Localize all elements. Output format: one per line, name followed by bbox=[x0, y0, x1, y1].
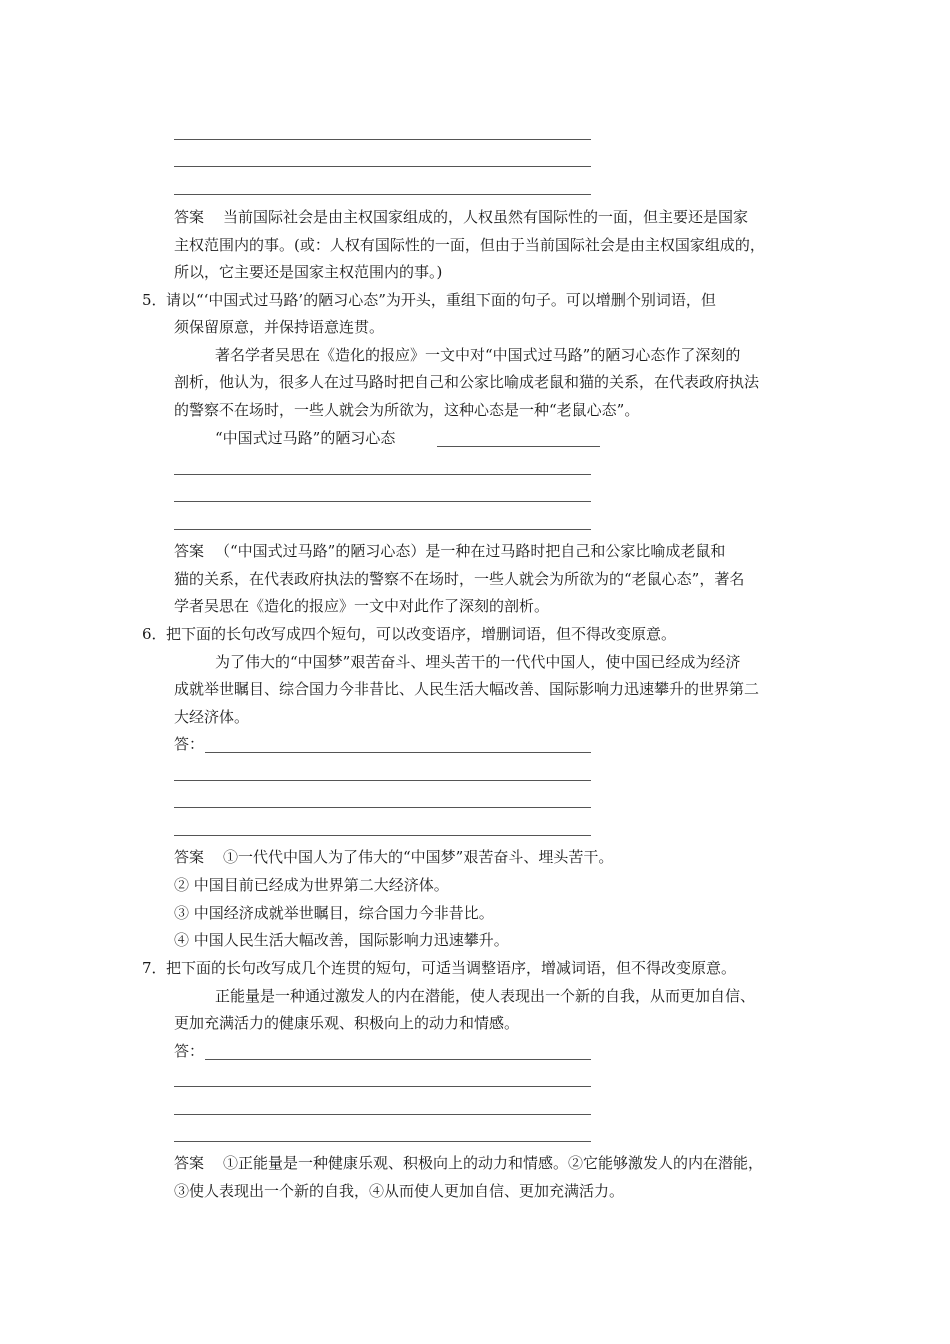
answer-blank-line[interactable] bbox=[174, 501, 591, 502]
answer-blank-line[interactable] bbox=[174, 474, 591, 475]
answer-text: （“中国式过马路”的陋习心态）是一种在过马路时把自己和公家比喻成老鼠和 bbox=[215, 542, 726, 560]
answer-blank-line[interactable] bbox=[174, 166, 591, 167]
answer-text: ③ 中国经济成就举世瞩目，综合国力今非昔比。 bbox=[174, 904, 494, 922]
question-number: 5． bbox=[142, 291, 167, 309]
question-prompt: 把下面的长句改写成几个连贯的短句，可适当调整语序，增减词语，但不得改变原意。 bbox=[166, 959, 737, 977]
answer-label: 答案 bbox=[174, 1154, 205, 1172]
question-prompt: 把下面的长句改写成四个短句，可以改变语序，增删词语，但不得改变原意。 bbox=[166, 625, 677, 643]
answer-text: 主权范围内的事。(或：人权有国际性的一面，但由于当前国际社会是由主权国家组成的， bbox=[174, 236, 765, 254]
question-prompt: 须保留原意，并保持语意连贯。 bbox=[174, 318, 385, 336]
answer-text: ④ 中国人民生活大幅改善，国际影响力迅速攀升。 bbox=[174, 931, 509, 949]
answer-blank-line[interactable] bbox=[174, 529, 591, 530]
passage-text: 剖析，他认为，很多人在过马路时把自己和公家比喻成老鼠和猫的关系，在代表政府执法 bbox=[174, 373, 760, 391]
passage-text: 为了伟大的“中国梦”艰苦奋斗、埋头苦干的一代代中国人，使中国已经成为经济 bbox=[215, 653, 741, 671]
answer-starter: “中国式过马路”的陋习心态 bbox=[215, 429, 396, 447]
answer-blank-line[interactable] bbox=[205, 1059, 591, 1060]
passage-text: 的警察不在场时，一些人就会为所欲为，这种心态是一种“老鼠心态”。 bbox=[174, 401, 640, 419]
answer-blank-line[interactable] bbox=[174, 807, 591, 808]
answer-blank-line[interactable] bbox=[174, 780, 591, 781]
answer-prefix: 答： bbox=[174, 1042, 205, 1060]
question-number: 6． bbox=[142, 625, 167, 643]
question-number: 7． bbox=[142, 959, 167, 977]
answer-text: 学者吴思在《造化的报应》一文中对此作了深刻的剖析。 bbox=[174, 597, 550, 615]
answer-text: ② 中国目前已经成为世界第二大经济体。 bbox=[174, 876, 449, 894]
answer-blank-line[interactable] bbox=[174, 194, 591, 195]
answer-prefix: 答： bbox=[174, 735, 205, 753]
answer-text: ③使人表现出一个新的自我，④从而使人更加自信、更加充满活力。 bbox=[174, 1182, 625, 1200]
question-prompt: 请以“‘中国式过马路’的陋习心态”为开头，重组下面的句子。可以增删个别词语，但 bbox=[166, 291, 716, 309]
answer-text: 所以，它主要还是国家主权范围内的事。) bbox=[174, 263, 443, 281]
answer-blank-line[interactable] bbox=[174, 835, 591, 836]
answer-text: 当前国际社会是由主权国家组成的，人权虽然有国际性的一面，但主要还是国家 bbox=[223, 208, 749, 226]
answer-blank-line[interactable] bbox=[174, 1114, 591, 1115]
answer-blank-line[interactable] bbox=[174, 139, 591, 140]
passage-text: 著名学者吴思在《造化的报应》一文中对“中国式过马路”的陋习心态作了深刻的 bbox=[215, 346, 741, 364]
answer-label: 答案 bbox=[174, 848, 205, 866]
answer-blank-line[interactable] bbox=[205, 752, 591, 753]
answer-text: ①一代代中国人为了伟大的“中国梦”艰苦奋斗、埋头苦干。 bbox=[223, 848, 614, 866]
answer-blank-line[interactable] bbox=[174, 1086, 591, 1087]
answer-text: 猫的关系，在代表政府执法的警察不在场时，一些人就会为所欲为的“老鼠心态”，著名 bbox=[174, 570, 745, 588]
answer-text: ①正能量是一种健康乐观、积极向上的动力和情感。②它能够激发人的内在潜能， bbox=[223, 1154, 764, 1172]
answer-blank-line[interactable] bbox=[174, 1141, 591, 1142]
passage-text: 更加充满活力的健康乐观、积极向上的动力和情感。 bbox=[174, 1014, 520, 1032]
answer-label: 答案 bbox=[174, 208, 205, 226]
answer-blank-line[interactable] bbox=[437, 446, 600, 447]
passage-text: 正能量是一种通过激发人的内在潜能，使人表现出一个新的自我，从而更加自信、 bbox=[215, 987, 756, 1005]
passage-text: 大经济体。 bbox=[174, 708, 250, 726]
answer-label: 答案 bbox=[174, 542, 205, 560]
passage-text: 成就举世瞩目、综合国力今非昔比、人民生活大幅改善、国际影响力迅速攀升的世界第二 bbox=[174, 680, 760, 698]
